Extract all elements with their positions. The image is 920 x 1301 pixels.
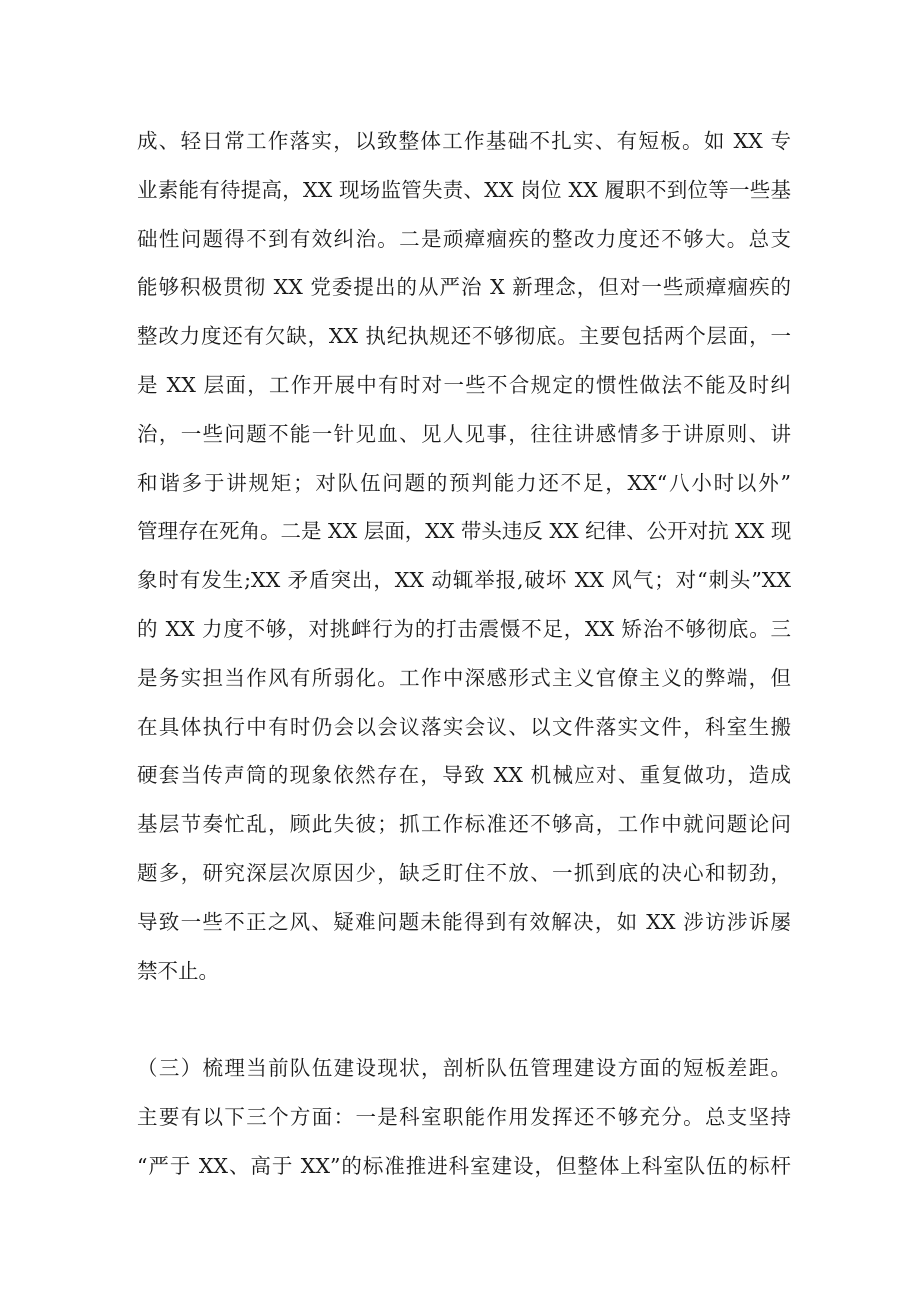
text-line: 管理存在死角。二是 XX 层面，XX 带头违反 XX 纪律、公开对抗 XX 现 [137, 519, 792, 544]
body-paragraph-2 [137, 1044, 791, 1190]
text-line: 治，一些问题不能一针见血、见人见事，往往讲感情多于讲原则、讲 [137, 421, 791, 446]
text-line: 在具体执行中有时仍会以会议落实会议、以文件落实文件，科室生搬 [137, 714, 791, 739]
text-line: 基层节奏忙乱，顾此失彼；抓工作标准还不够高，工作中就问题论问 [137, 812, 791, 837]
text-line: 象时有发生;XX 矛盾突出，XX 动辄举报,破坏 XX 风气；对“刺头”XX [137, 568, 791, 593]
text-line: 主要有以下三个方面：一是科室职能作用发挥还不够充分。总支坚持 [137, 1104, 791, 1129]
text-line: 业素能有待提高，XX 现场监管失责、XX 岗位 XX 履职不到位等一些基 [137, 177, 791, 202]
text-line: 和谐多于讲规矩；对队伍问题的预判能力还不足，XX“八小时以外” [137, 470, 791, 495]
text-line: 导致一些不正之风、疑难问题未能得到有效解决，如 XX 涉访涉诉屡 [137, 909, 791, 934]
text-line: 成、轻日常工作落实，以致整体工作基础不扎实、有短板。如 XX 专 [137, 129, 791, 153]
text-line: “严于 XX、高于 XX”的标准推进科室建设，但整体上科室队伍的标杆 [137, 1153, 791, 1178]
text-line: 是 XX 层面，工作开展中有时对一些不合规定的惯性做法不能及时纠 [137, 372, 791, 397]
body-paragraph-1 [137, 117, 791, 995]
text-line: 的 XX 力度不够，对挑衅行为的打击震慑不足，XX 矫治不够彻底。三 [137, 616, 791, 641]
text-line: 能够积极贯彻 XX 党委提出的从严治 X 新理念，但对一些顽瘴痼疾的 [137, 275, 791, 300]
text-line: 题多，研究深层次原因少，缺乏盯住不放、一抓到底的决心和韧劲， [137, 860, 791, 885]
text-line: 是务实担当作风有所弱化。工作中深感形式主义官僚主义的弊端，但 [137, 665, 791, 690]
text-line: 础性问题得不到有效纠治。二是顽瘴痼疾的整改力度还不够大。总支 [137, 226, 791, 251]
section-heading-line: （三）梳理当前队伍建设现状，剖析队伍管理建设方面的短板差距。 [137, 1056, 791, 1080]
text-line: 硬套当传声筒的现象依然存在，导致 XX 机械应对、重复做功，造成 [137, 763, 791, 788]
text-line: 禁不止。 [137, 958, 219, 983]
text-line: 整改力度还有欠缺，XX 执纪执规还不够彻底。主要包括两个层面，一 [137, 324, 791, 349]
